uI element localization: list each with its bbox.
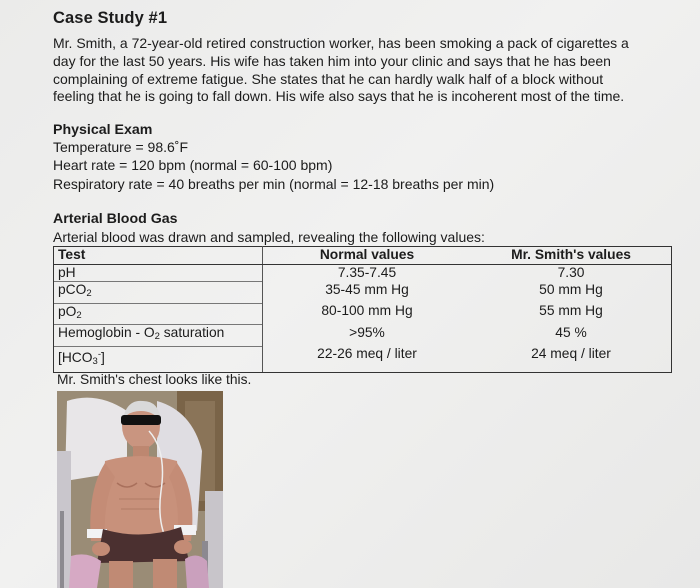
- open-bracket: [: [58, 349, 62, 365]
- test-label: pCO: [58, 282, 87, 297]
- patient-value: 7.30: [471, 264, 672, 282]
- table-row: [54, 346, 672, 373]
- normal-value: 35-45 mm Hg: [325, 281, 409, 297]
- table-row: [54, 303, 672, 325]
- col-normal-header: Normal values: [263, 247, 472, 265]
- table-row: [54, 264, 672, 282]
- table-header-row: [54, 247, 672, 265]
- abg-table: [53, 246, 672, 373]
- test-name: [54, 282, 263, 304]
- test-label: pO: [58, 303, 77, 319]
- patient-value: 45 %: [471, 325, 672, 347]
- case-study-title: Case Study #1: [53, 9, 168, 27]
- respiratory-rate-line: Respiratory rate = 40 breaths per min (normal = 12-18 breaths per min): [53, 176, 495, 192]
- test-name: [54, 303, 263, 325]
- patient-value: 50 mm Hg: [471, 282, 672, 304]
- test-label: HCO: [61, 349, 93, 365]
- subscript: 3: [92, 355, 98, 367]
- test-name: [54, 325, 263, 347]
- col-test-header: Test: [54, 247, 263, 265]
- test-label: Hemoglobin - O: [58, 325, 155, 340]
- chest-caption: Mr. Smith's chest looks like this.: [57, 372, 252, 387]
- normal-value: 22-26 meq / liter: [263, 346, 472, 373]
- heart-rate-line: Heart rate = 120 bpm (normal = 60-100 bpm): [53, 157, 333, 173]
- patient-chest-photo: [57, 391, 223, 588]
- superscript: -: [97, 348, 101, 360]
- normal-value: 7.35-7.45: [337, 264, 397, 280]
- test-label: pH: [58, 264, 76, 280]
- intro-line: feeling that he is going to fall down. His wife also says that he is incoherent most of the time.: [53, 88, 625, 105]
- physical-exam-heading: Physical Exam: [53, 122, 153, 138]
- test-name: [54, 346, 263, 373]
- table-row: [54, 325, 672, 347]
- subscript: 2: [86, 288, 92, 299]
- close-bracket: ]: [100, 349, 105, 365]
- case-intro-paragraph: [53, 35, 693, 106]
- test-name: [54, 264, 263, 282]
- subscript: 2: [154, 331, 160, 342]
- normal-value: >95%: [349, 324, 385, 340]
- abg-heading: Arterial Blood Gas: [53, 211, 178, 227]
- patient-value: 24 meq / liter: [471, 346, 672, 373]
- intro-line: day for the last 50 years. His wife has taken him into your clinic and says that he has been: [53, 52, 611, 69]
- col-patient-header: Mr. Smith's values: [471, 247, 672, 265]
- normal-value: 80-100 mm Hg: [321, 303, 413, 318]
- photo-illustration: [57, 391, 223, 588]
- test-label-suffix: saturation: [159, 325, 225, 340]
- patient-value: 55 mm Hg: [471, 303, 672, 325]
- temperature-line: Temperature = 98.6˚F: [53, 139, 189, 155]
- intro-line: complaining of extreme fatigue. She states that he can hardly walk half of a block without: [53, 70, 604, 87]
- table-row: [54, 282, 672, 304]
- abg-description: Arterial blood was drawn and sampled, revealing the following values:: [53, 229, 485, 245]
- intro-line: Mr. Smith, a 72-year-old retired construction worker, has been smoking a pack of cigarettes a: [53, 35, 629, 51]
- subscript: 2: [76, 309, 82, 321]
